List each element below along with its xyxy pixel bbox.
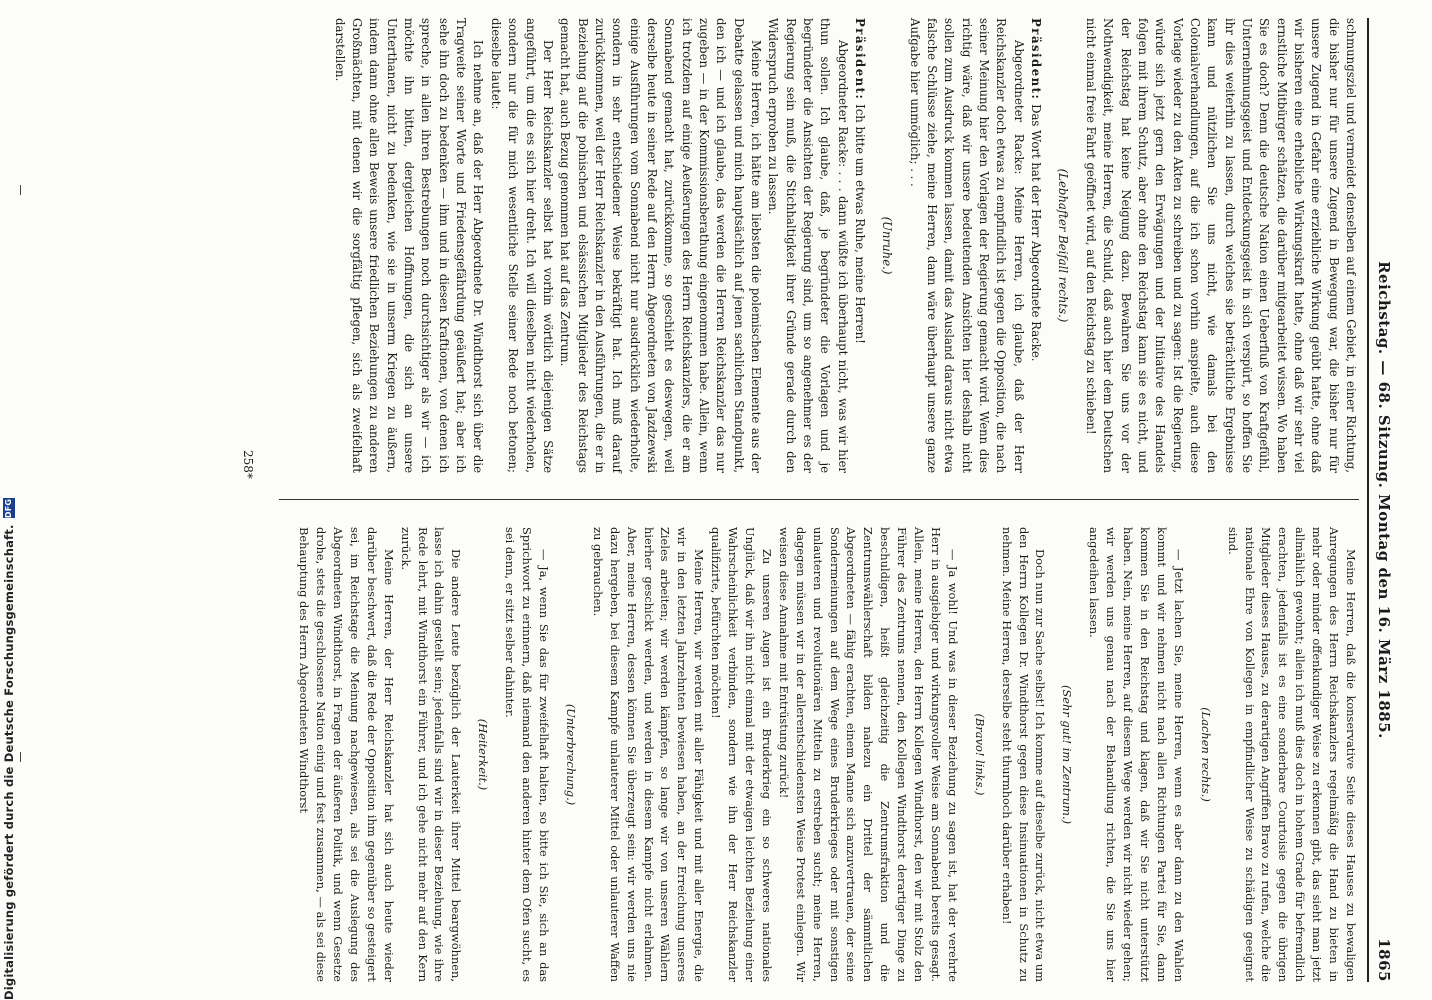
paragraph [1027, 18, 1044, 473]
column-divider [279, 499, 1359, 500]
interjection: (Bravo! links.) [972, 713, 987, 796]
scan-mark [20, 752, 21, 762]
paragraph-text: Doch nun zur Sache selbst! Ich komme auf dieselbe zurück, nicht etwa um den Herrn Kollegen Dr. Windthorst gegen diese Insinuationen in Schutz zu nehmen. Meine Herren, derselbe steht thurmhoch darüber erhaben! [999, 527, 1048, 982]
paragraph [851, 18, 868, 473]
paragraph-text: schmungsziel und vermeidet denselben auf einem Gebiet, in einer Richtung, die bisher nur für unsere Zugend in Bewegung war, die bisher nur für unsere Zugend in Gefahr eine erziehliche Wirkung geübt hatte, ohne daß wir bisheren eine erhebliche Wirkungskraft hatte, ohne daß wir sehr viel ernstliche Mitbürger schätzen, die darüber mitgearbeitet wissen. Wo haben Sie es doch? Denn die deutsche Nation einen Ueberfluß von Kraftgefühl, Unternehmungsgeist und Entdeckungsgeist in sich verspürt, so hoffen Sie ihr dies weiterhin zu lassen, durch welches sie beträchtliche Ergebnisse kann und nützlichen Sie uns nicht, wie damals bei den Colonialverhandlungen, auf die ich schon vorhin anspielte, auch diese Vorlage wieder zu den Akten zu schreiben und zu sagen: Ist die Regierung, würde sich jetzt gern den Erwägungen und der Initiative des Handels folgen mit ihrem Schutz, aber ohne den Reichstag kann sie es nicht, und der Reichstag hat keine Neigung dazu. Bewahren Sie uns vor der Nothwendigkeit, meine Herren, die Schuld, daß auch hier dem Deutschen nicht einmal freie Fahrt geöffnet wird, auf den Reichstag zu schieben! [1083, 18, 1358, 473]
paragraph-text: Der Herr Reichskanzler selbst hat vorhin wörtlich diejenigen Sätze angeführt, um die es sich hier dreht. Ich will dieselben nicht wiederholen, sondern nur die für mich wesentliche Stelle seiner Rede noch betonen; dieselbe lautet: [488, 18, 555, 473]
header-rule [1367, 18, 1369, 982]
paragraph [905, 18, 1026, 473]
paragraph-text: — Ja, wenn Sie das für zweifelhaft halten, so bitte ich Sie, sich an das Sprichwort zu erinnern, daß niemand den anderen hinter dem Ofen sucht, es sei denn, er sitzt selber dahinter. [503, 527, 552, 982]
paragraph [501, 527, 552, 982]
paragraph [764, 18, 851, 473]
interjection: (Unruhe.) [880, 216, 895, 275]
paragraph [1224, 527, 1359, 982]
interjection: (Lachen rechts.) [1198, 707, 1213, 802]
paragraph [998, 527, 1049, 982]
speaker-label: Präsident: [853, 18, 868, 101]
paragraph [1085, 527, 1186, 982]
credit-text: Digitalisierung gefördert durch die Deutsche Forschungsgemeinschaft. [2, 524, 16, 1000]
interjection: (Lebhafter Beifall rechts.) [1056, 168, 1071, 323]
right-column [295, 527, 1359, 982]
digitization-credit [2, 498, 16, 1000]
paragraph [707, 527, 775, 982]
paragraph-text: — Ja wohl! Und was in dieser Beziehung zu sagen ist, hat der verehrte Herr in ausgiebiger und wirkungsvoller Weise am Sonnabend bereits gesagt. Allein, meine Herren, den Herrn Kollegen Windthorst, den wir mit Stolz den Führer des Zentrums nennen, den Kollegen Windthorst derartiger Dinge zu beschuldigen, heißt gleichzeitig die Zentrumsfraktion und die Zentrumswählerschaft bilden nahezu ein Drittel der sämmtlichen Abgeordneten — fähig erachten, einem Manne sich anzuvertrauen, der seine Sondermeinungen auf dem Wege eines Bruderkrieges oder mit sonstigen unlauteren und revolutionären Mitteln zu erstreben sucht; meine Herren, dagegen müssen wir in der allerentschiedensten Weise Protest einlegen. Wir weisen diese Annahme mit Entrüstung zurück! [776, 527, 960, 982]
page-number: 1865 [1375, 938, 1393, 982]
printed-page [215, 0, 1405, 1000]
dfg-logo-icon: DFG [4, 498, 13, 519]
paragraph [1082, 18, 1360, 473]
paragraph [775, 527, 961, 982]
footer-signature: 258* [241, 450, 255, 479]
paragraph [556, 18, 764, 473]
paragraph [487, 18, 556, 473]
paragraph-text: Meine Herren, daß die konservative Seite dieses Hauses zu bewaligen Anregungen des Herrn Reichskanzlers regelmäßig die Hand zu bieten in mehr oder minder offenkundiger Weise zu erkennen gibt, das sieht man jetzt allmählich gewohnt; allein ich muß dies doch in hohem Grade für befremdlich erachten, jedenfalls ist es eine sonderbare Courtoisie gegen die übrigen Mitglieder dieses Hauses, zu derartigen Angriffen Bravo zu rufen, welche die nationale Ehre von Kollegen in empfindlicher Weise zu schädigen geeignet sind. [1225, 527, 1358, 982]
paragraph-text: Meine Herren, wir werden mit aller Fähigkeit und mit aller Energie, die wir in den letzten Jahrzehnten bewiesen haben, an der Erreichung unseres Zieles arbeiten; wir werden kämpfen, so lange wir von unseren Wählern hierher geschickt werden, und werden in diesem Kampfe nicht erlahmen. Aber, meine Herren, dessen können Sie überzeugt sein: wir werden uns nie dazu hergeben, bei diesem Kampfe unlauterer Mittel oder unlauterer Waffen zu gebrauchen. [590, 527, 707, 982]
paragraph-text: Zu unseren Augen ist ein Bruderkrieg ein so schweres nationales Unglück, daß wir ihn nicht einmal mit der etwaigen leichten Beziehung einer Wahrscheinlichkeit verbinden, sondern wie ihn der Herr Reichskanzler qualifizirte, befürchten möchten! [709, 527, 774, 982]
interjection: (Sehr gut! im Zentrum.) [1060, 684, 1075, 825]
paragraph-text: Meine Herren, der Herr Reichskanzler hat sich auch heute wieder darüber beschwert, daß die Rede der Opposition ihm gegenüber so gesteigert sei, im Reichstage die Meinung nachgewiesen, als sei die Auslegung des Abgeordneten Windthorst, in Fragen der äußeren Politik, und wenn Gesetze drohe, stets die geschlossene Nation einig und fest zusammen, — als sei diese Behauptung des Herrn Abgeordneten Windthorst [297, 527, 396, 982]
paragraph-text: Meine Herren, ich hätte am liebsten die polemischen Elemente aus der Debatte gelassen und mich hauptsächlich auf jenen sachlichen Standpunkt, den ich — und ich glaube, das werden die Herren Reichskanzler das nur zugeben — in der Kommissionsberathung eingenommen habe. Allein, wenn ich trotzdem auf einige Aeußerungen des Herrn Reichskanzlers, die er am Sonnabend gemacht hat, zurückkomme, so geschieht es deswegen, weil derselbe heute in seiner Rede auf den Herrn Abgeordneten von Jazdzewski einige Ausführungen vom Sonnabend nicht nur ausdrücklich wiederholte, sondern in sehr entschiedener Weise bekräftigt hat. Ich muß darauf zurückkommen, weil der Herr Reichskanzler in den Ausführungen, die er in Beziehung auf die polnischen und elsässischen Mitglieder des Reichstags gemacht hat, auch Bezug genommen hat auf das Zentrum. [558, 18, 763, 473]
paragraph [589, 527, 707, 982]
paragraph [295, 527, 396, 982]
paragraph [330, 18, 486, 473]
interjection: (Unterbrechung.) [563, 703, 578, 806]
paragraph-text: Abgeordneter Racke: . . . dann wüßte ich überhaupt nicht, was wir hier thun sollen. Ich glaube, daß, je begründeter die Vorlagen und je begründeter die Ansichten der Regierung sind, um so angenehmer es der Regierung sein muß, die Stichhaltigkeit ihrer Gründe gerade durch den Widerspruch erproben zu lassen. [766, 18, 850, 473]
paragraph-text: Die andere Leute bezüglich der Lauterkeit ihrer Mittel beargwöhnen, lasse ich dahin gestellt sein; jedenfalls sind wir in dieser Beziehung, wie ihre Rede lehrt, mit Windthorst ein Führer, und ich gehe nicht mehr auf den Kern zurück. [398, 527, 464, 982]
paragraph-text: Ich bitte um etwas Ruhe, meine Herren! [853, 104, 868, 344]
paragraph-text: Ich nehme an, daß der Herr Abgeordnete Dr. Windthorst sich über die Tragweite seiner Worte und Friedensgefährdung geäußert hat; aber ich sehe ihn doch zu bedenken — ihm und in diesen Kraftionen, von denen ich spreche, in allen ihren Bestrebungen noch durchsichtiger als wir — ich möchte ihn bitten, dergleichen Hoffnungen, die sich an unsere Unterthanen, nicht zu bedenken, wie sie in unserm Kriegen zu äußern, indem dann ohne allen Beweis unsere friedlichen Beziehungen zu anderen Großmächten, mit denen wir die sorgfältig pflegen, sich als zweifelhaft darstellen. [332, 18, 486, 473]
page-header [1371, 18, 1397, 982]
scan-mark [20, 185, 21, 195]
paragraph-text: — Jetzt lachen Sie, meine Herren, wenn es aber dann zu den Wahlen kommt und wir nehmen nicht nach allen Richtungen Partei für Sie, dann kommen Sie in den Reichstag und klagen, daß wir Sie nicht unterstützt haben. Nein, meine Herren, auf diesem Wege werden wir nicht wieder gehen; wir werden uns genau nach der Behandlung richten, die Sie uns hier angedeihen lassen. [1087, 527, 1186, 982]
paragraph [397, 527, 465, 982]
page-title: Reichstag. — 68. Sitzung. Montag den 16. März 1885. [1375, 261, 1393, 739]
paragraph-text: Das Wort hat der Herr Abgeordnete Racke. [1029, 104, 1044, 362]
paragraph-text: Abgeordneter Racke: Meine Herren, ich glaube, daß der Herr Reichskanzler doch etwas zu empfindlich ist gegen die Opposition, die nach seiner Meinung hier den Vorlagen der Regierung gemacht wird. Wenn dies richtig wäre, daß wir unsere bedeutenden Ansichten hier deshalb nicht sollen zum Ausdruck kommen lassen, damit das Ausland daraus nicht etwa falsche Schlüsse ziehe, meine Herren, dann wäre überhaupt unsere ganze Aufgabe hier unmöglich; . . . [907, 18, 1026, 473]
interjection: (Heiterkeit.) [476, 718, 491, 791]
left-column [330, 18, 1359, 473]
speaker-label: Präsident: [1029, 18, 1044, 101]
